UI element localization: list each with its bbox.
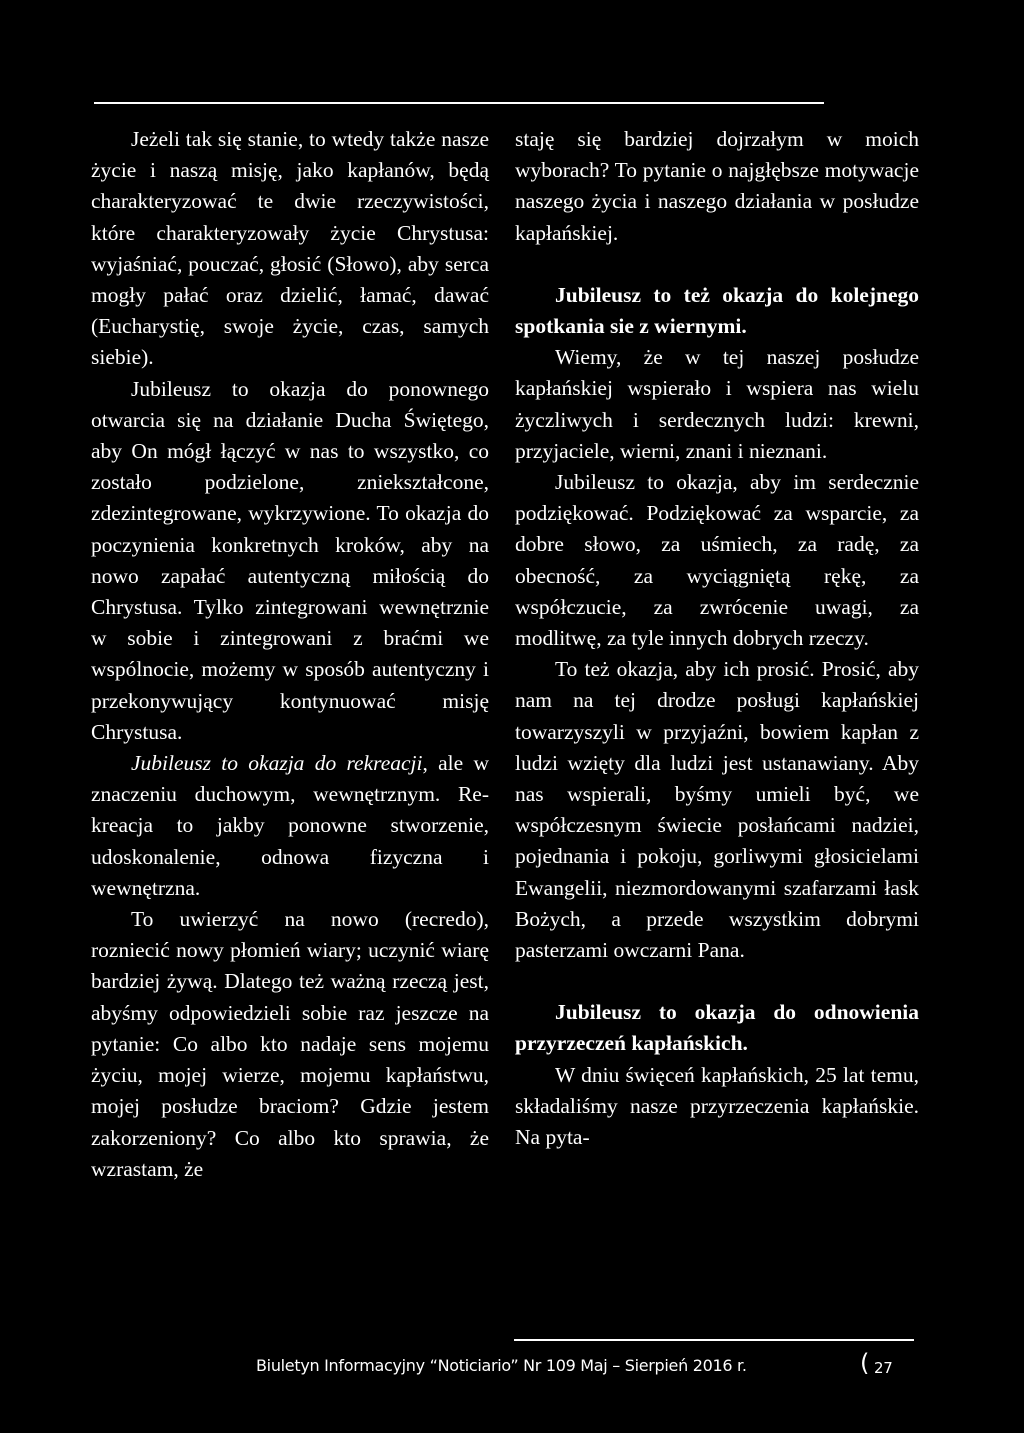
paragraph: Jubileusz to okazja, aby im serdecznie podziękować. Podziękować za wsparcie, za dobre słowo, za uśmiech, za radę, za obecność, za wyciągniętą rękę, za współczucie, za zwrócenie uwagi, za modlitwę, za tyle innych dobrych rzeczy. [515,470,919,651]
italic-phrase: Jubileusz to okazja do rekreacji [131,751,423,776]
paragraph: W dniu święceń kapłańskich, 25 lat temu, składaliśmy nasze przyrzeczenia kapłańskie. Na pyta- [515,1062,919,1150]
paragraph-rest: , ale w znaczeniu duchowym, wewnętrznym. Re-kreacja to jakby ponowne stworzenie, udoskonalenie, odnowa fizyczna i wewnętrzna. [91,751,489,900]
top-rule [94,102,824,104]
left-column [91,124,489,1185]
spacer [515,249,919,280]
footer-text: Biuletyn Informacyjny “Noticiario” Nr 109 Maj – Sierpień 2016 r. [256,1356,747,1375]
bottom-rule [514,1339,914,1341]
paragraph: To też okazja, aby ich prosić. Prosić, aby nam na tej drodze posługi kapłańskiej towarzyszyli w przyjaźni, bowiem kapłan z ludzi wzięty dla ludzi jest ustanawiany. Aby nas wspierali, byśmy umieli być, we współczesnym świecie posłańcami nadziei, pojednania i pokoju, gorliwymi głosicielami Ewangelii, niezmordowanymi szafarzami łask Bożych, a przede wszystkim dobrymi pasterzami owczarni Pana. [515,657,919,963]
page-number-bracket-icon: ( [860,1349,870,1377]
page-footer [256,1351,1016,1381]
section-heading: Jubileusz to też okazja do kolejnego spotkania sie z wiernymi. [515,282,919,339]
page-number: 27 [874,1359,893,1377]
paragraph: Wiemy, że w tej naszej posłudze kapłańskiej wspierało i wspiera nas wielu życzliwych i serdecznych ludzi: krewni, przyjaciele, wierni, znani i nieznani. [515,345,919,463]
spacer [515,966,919,997]
section-heading: Jubileusz to okazja do odnowienia przyrzeczeń kapłańskich. [515,1000,919,1056]
paragraph [91,748,489,904]
paragraph: Jubileusz to okazja do ponownego otwarcia się na działanie Ducha Świętego, aby On mógł łączyć w nas to wszystko, co zostało podzielone, zniekształcone, zdezintegrowane, wykrzywione. To okazja do poczynienia konkretnych kroków, aby na nowo zapałać autentyczną miłością do Chrystusa. Tylko zintegrowani wewnętrznie w sobie i zintegrowani z braćmi we wspólnocie, możemy w sposób autentyczny i przekonywujący kontynuować misję Chrystusa. [91,376,489,744]
paragraph: To uwierzyć na nowo (recredo), rozniecić nowy płomień wiary; uczynić wiarę bardziej żywą. Dlatego też ważną rzeczą jest, abyśmy odpowiedzieli sobie raz jeszcze na pytanie: Co albo kto nadaje sens mojemu życiu, mojej wierze, mojemu kapłaństwu, mojej posłudze braciom? Gdzie jestem zakorzeniony? Co albo kto sprawia, że wzrastam, że [91,907,489,1181]
paragraph: Jeżeli tak się stanie, to wtedy także nasze życie i naszą misję, jako kapłanów, będą charakteryzować te dwie rzeczywistości, które charakteryzowały życie Chrystusa: wyjaśniać, pouczać, głosić (Słowo), aby serca mogły pałać oraz dzielić, łamać, dawać (Eucharystię, swoje życie, czas, samych siebie). [91,127,489,370]
paragraph: staję się bardziej dojrzałym w moich wyborach? To pytanie o najgłębsze motywacje naszego życia i naszego działania w posłudze kapłańskiej. [515,127,919,245]
right-column [515,124,919,1153]
